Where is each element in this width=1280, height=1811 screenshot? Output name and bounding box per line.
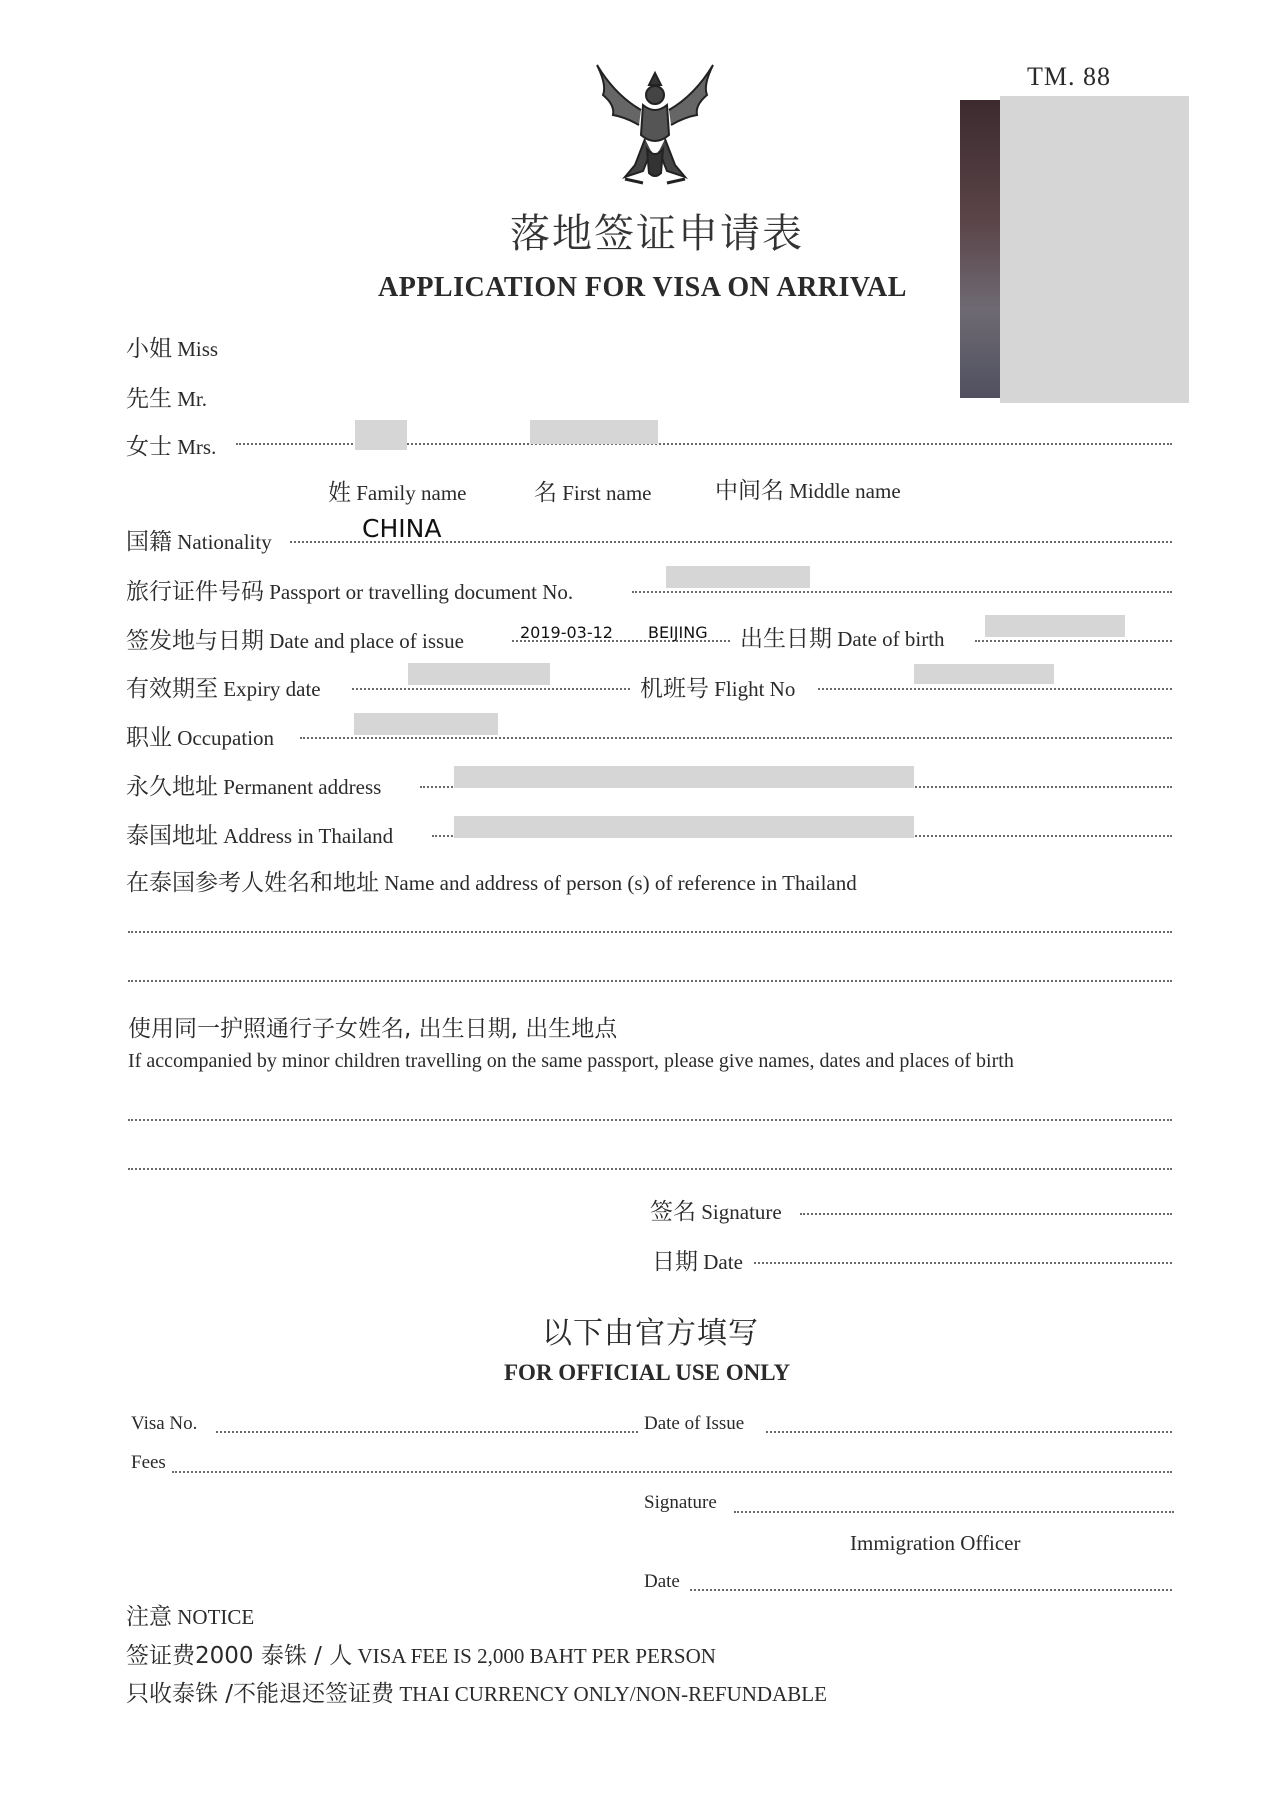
official-title-en: FOR OFFICIAL USE ONLY: [504, 1360, 791, 1385]
visa-no-line[interactable]: [216, 1431, 638, 1433]
applicant-signature-zh: 签名: [650, 1199, 696, 1225]
reference-en: Name and address of person (s) of reference in Thailand: [384, 871, 857, 895]
first-name-en: First name: [562, 481, 652, 505]
dob-label: [740, 620, 945, 653]
notice-line-1: [126, 1637, 716, 1670]
flight-label: [640, 670, 795, 703]
issue-date-value[interactable]: 2019-03-12: [520, 623, 613, 642]
applicant-date-label: [652, 1243, 743, 1276]
official-signature-line[interactable]: [734, 1511, 1174, 1513]
first-name-label: [534, 474, 652, 507]
expiry-line[interactable]: [352, 688, 630, 690]
dob-line[interactable]: [975, 640, 1172, 642]
fees-label: Fees: [131, 1452, 166, 1473]
applicant-photo: [960, 100, 1002, 398]
children-line-1[interactable]: [128, 1119, 1172, 1121]
children-zh: 使用同一护照通行子女姓名, 出生日期, 出生地点: [128, 1016, 618, 1042]
applicant-date-zh: 日期: [652, 1249, 698, 1275]
salutation-mrs[interactable]: [126, 428, 216, 461]
family-name-zh: 姓: [328, 480, 351, 506]
reference-line-1[interactable]: [128, 931, 1172, 933]
reference-label: [126, 864, 857, 897]
official-date-label: Date: [644, 1571, 680, 1592]
occupation-zh: 职业: [126, 725, 172, 751]
nationality-label: [126, 523, 272, 556]
passport-label: [126, 573, 573, 606]
notice-heading: [126, 1598, 254, 1631]
permanent-address-label: [126, 768, 381, 801]
family-name-en: Family name: [356, 481, 467, 505]
official-signature-label: Signature: [644, 1492, 717, 1513]
occupation-en: Occupation: [177, 726, 275, 750]
date-of-issue-line[interactable]: [766, 1431, 1172, 1433]
applicant-date-line[interactable]: [754, 1262, 1172, 1264]
official-date-line[interactable]: [690, 1589, 1172, 1591]
children-line-2[interactable]: [128, 1168, 1172, 1170]
nationality-en: Nationality: [177, 530, 272, 554]
title-zh: 落地签证申请表: [510, 211, 804, 257]
expiry-label: [126, 670, 321, 703]
visa-no-label: Visa No.: [131, 1413, 198, 1434]
flight-en: Flight No: [714, 677, 796, 701]
salutation-mr-en: Mr.: [177, 387, 208, 411]
passport-en: Passport or travelling document No.: [269, 580, 574, 604]
reference-zh: 在泰国参考人姓名和地址: [126, 870, 379, 896]
salutation-mr[interactable]: [126, 380, 207, 413]
thai-address-redaction: [454, 816, 914, 838]
title-en: APPLICATION FOR VISA ON ARRIVAL: [378, 272, 907, 303]
applicant-signature-en: Signature: [701, 1200, 782, 1224]
thai-address-label: [126, 817, 393, 850]
notice-line-1-zh: 签证费2000 泰铢 / 人: [126, 1643, 353, 1669]
thai-address-en: Address in Thailand: [223, 824, 394, 848]
fees-line[interactable]: [172, 1471, 1172, 1473]
notice-line-2: [126, 1675, 827, 1708]
thai-address-zh: 泰国地址: [126, 823, 218, 849]
issue-place-value[interactable]: BEIJING: [648, 623, 708, 642]
flight-zh: 机班号: [640, 676, 709, 702]
salutation-miss-zh: 小姐: [126, 336, 172, 362]
nationality-value[interactable]: CHINA: [362, 514, 442, 543]
expiry-redaction: [408, 663, 550, 685]
photo-redaction: [1000, 96, 1189, 403]
dob-en: Date of birth: [837, 627, 945, 651]
occupation-redaction: [354, 713, 498, 735]
children-en: If accompanied by minor children travelling on the same passport, please give names, dates and places of birth: [128, 1050, 1014, 1072]
notice-heading-zh: 注意: [126, 1604, 172, 1630]
dob-redaction: [985, 615, 1125, 637]
salutation-mrs-en: Mrs.: [177, 435, 217, 459]
issue-zh: 签发地与日期: [126, 628, 264, 654]
family-name-redaction: [355, 420, 407, 450]
permanent-address-en: Permanent address: [223, 775, 382, 799]
official-title-zh: 以下由官方填写: [542, 1316, 759, 1351]
flight-line[interactable]: [818, 688, 1172, 690]
form-code: TM. 88: [1027, 62, 1111, 91]
middle-name-en: Middle name: [789, 479, 901, 503]
issue-label: [126, 622, 464, 655]
expiry-zh: 有效期至: [126, 676, 218, 702]
passport-zh: 旅行证件号码: [126, 579, 264, 605]
middle-name-label: [715, 472, 901, 505]
salutation-mr-zh: 先生: [126, 386, 172, 412]
garuda-emblem: [585, 55, 725, 195]
occupation-label: [126, 719, 274, 752]
notice-line-1-en: VISA FEE IS 2,000 BAHT PER PERSON: [357, 1644, 716, 1668]
notice-heading-en: NOTICE: [177, 1605, 255, 1629]
applicant-date-en: Date: [703, 1250, 743, 1274]
flight-redaction: [914, 664, 1054, 684]
permanent-address-zh: 永久地址: [126, 774, 218, 800]
permanent-address-redaction: [454, 766, 914, 788]
salutation-miss-en: Miss: [177, 337, 219, 361]
first-name-redaction: [530, 420, 658, 444]
salutation-miss[interactable]: [126, 330, 218, 363]
occupation-line[interactable]: [300, 737, 1172, 739]
first-name-zh: 名: [534, 480, 557, 506]
family-name-label: [328, 474, 466, 507]
notice-line-2-en: THAI CURRENCY ONLY/NON-REFUNDABLE: [399, 1682, 827, 1706]
applicant-signature-line[interactable]: [800, 1213, 1172, 1215]
date-of-issue-label: Date of Issue: [644, 1413, 745, 1434]
passport-redaction: [666, 566, 810, 588]
passport-line[interactable]: [632, 591, 1172, 593]
notice-line-2-zh: 只收泰铢 /不能退还签证费: [126, 1681, 395, 1707]
middle-name-zh: 中间名: [715, 478, 784, 504]
nationality-zh: 国籍: [126, 529, 172, 555]
dob-zh: 出生日期: [740, 626, 832, 652]
salutation-mrs-zh: 女士: [126, 434, 172, 460]
issue-en: Date and place of issue: [269, 629, 465, 653]
reference-line-2[interactable]: [128, 980, 1172, 982]
expiry-en: Expiry date: [223, 677, 321, 701]
applicant-signature-label: [650, 1193, 782, 1226]
immigration-officer-label: Immigration Officer: [850, 1531, 1021, 1555]
